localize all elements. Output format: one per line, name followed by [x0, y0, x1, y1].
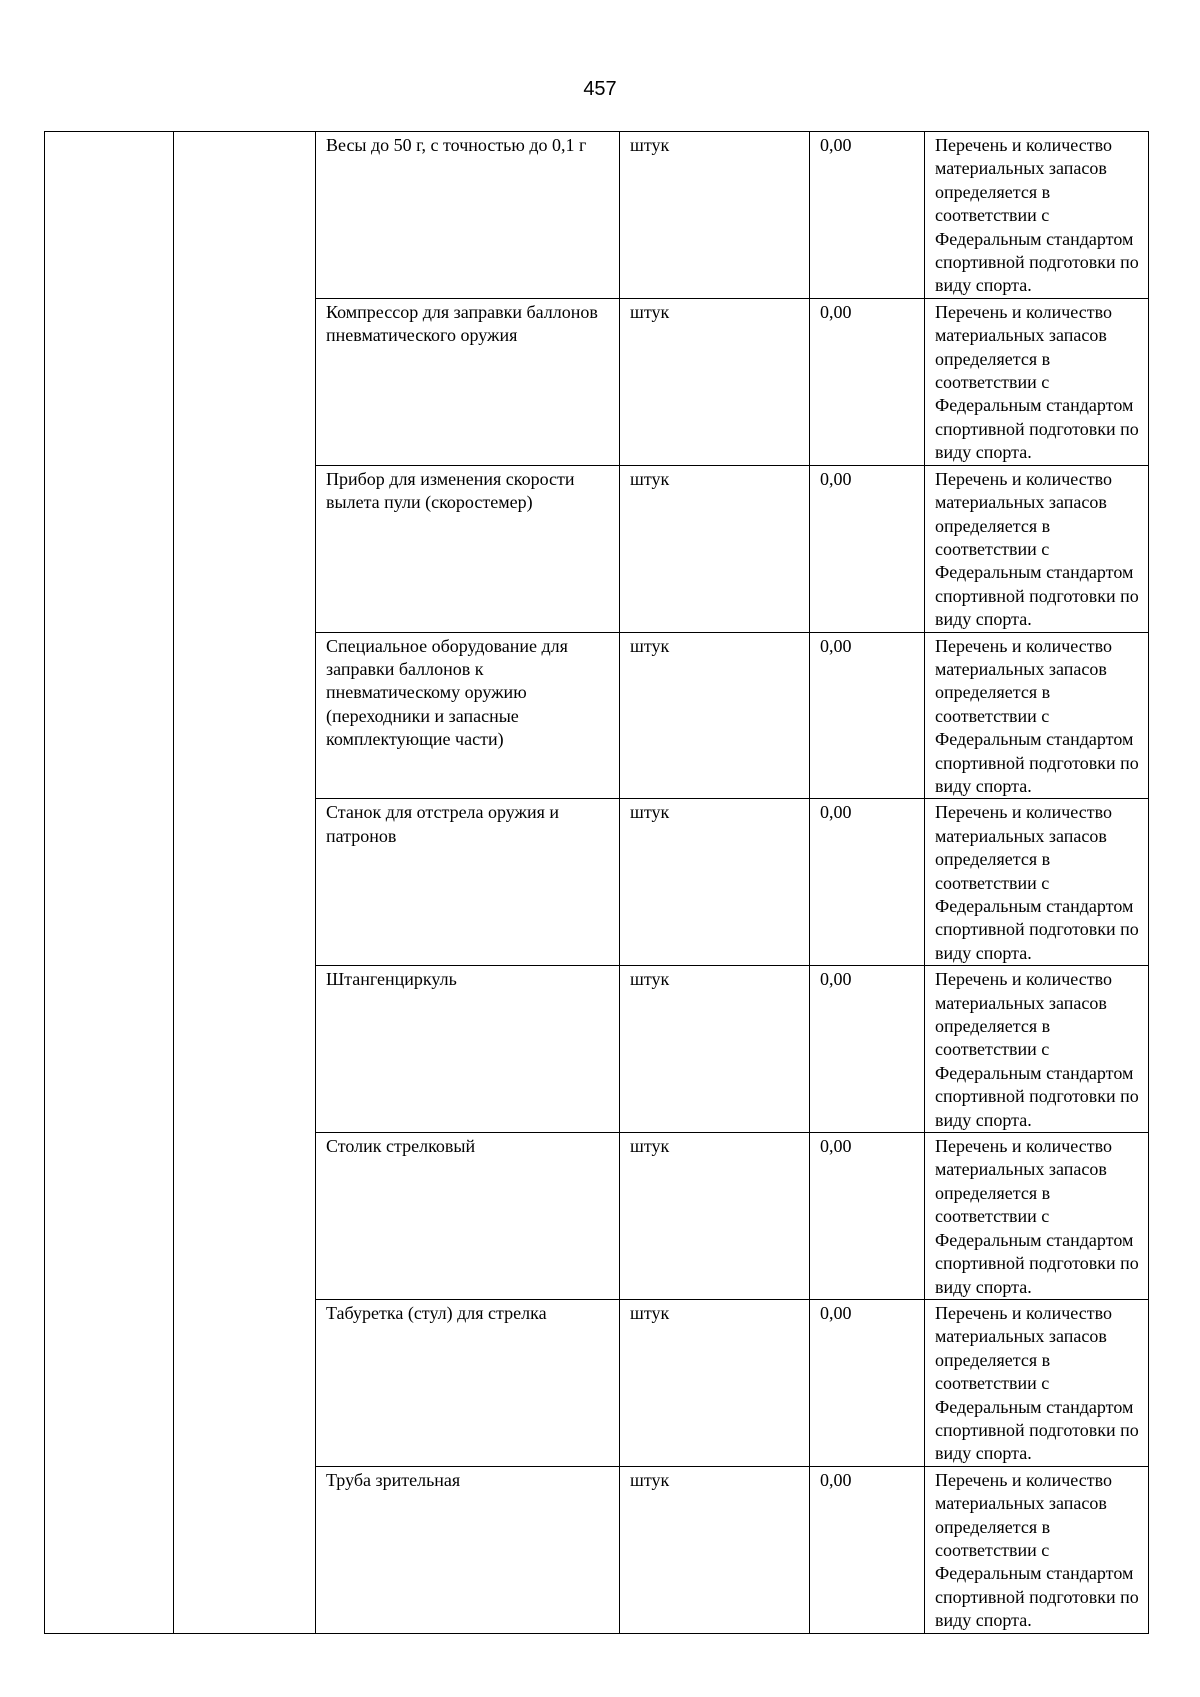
unit-cell: штук — [620, 465, 810, 632]
note-cell: Перечень и количество материальных запасов определяется в соответствии с Федеральным стандартом спортивной подготовки по виду спорта. — [925, 465, 1149, 632]
unit-cell: штук — [620, 1299, 810, 1466]
item-name-cell: Штангенциркуль — [316, 966, 620, 1133]
quantity-cell: 0,00 — [810, 132, 925, 299]
materials-table — [44, 131, 1149, 1634]
item-name-cell: Табуретка (стул) для стрелка — [316, 1299, 620, 1466]
quantity-cell: 0,00 — [810, 1466, 925, 1633]
unit-cell: штук — [620, 632, 810, 799]
table-row — [45, 132, 1149, 299]
item-name-cell: Прибор для изменения скорости вылета пули (скоростемер) — [316, 465, 620, 632]
merged-empty-cell-2 — [174, 132, 316, 1634]
quantity-cell: 0,00 — [810, 465, 925, 632]
note-cell: Перечень и количество материальных запасов определяется в соответствии с Федеральным стандартом спортивной подготовки по виду спорта. — [925, 966, 1149, 1133]
note-cell: Перечень и количество материальных запасов определяется в соответствии с Федеральным стандартом спортивной подготовки по виду спорта. — [925, 1299, 1149, 1466]
item-name-cell: Столик стрелковый — [316, 1133, 620, 1300]
note-cell: Перечень и количество материальных запасов определяется в соответствии с Федеральным стандартом спортивной подготовки по виду спорта. — [925, 1133, 1149, 1300]
quantity-cell: 0,00 — [810, 298, 925, 465]
item-name-cell: Труба зрительная — [316, 1466, 620, 1633]
note-cell: Перечень и количество материальных запасов определяется в соответствии с Федеральным стандартом спортивной подготовки по виду спорта. — [925, 298, 1149, 465]
quantity-cell: 0,00 — [810, 1299, 925, 1466]
quantity-cell: 0,00 — [810, 966, 925, 1133]
unit-cell: штук — [620, 1133, 810, 1300]
note-cell: Перечень и количество материальных запасов определяется в соответствии с Федеральным стандартом спортивной подготовки по виду спорта. — [925, 632, 1149, 799]
unit-cell: штук — [620, 1466, 810, 1633]
merged-empty-cell-1 — [45, 132, 174, 1634]
item-name-cell: Компрессор для заправки баллонов пневматического оружия — [316, 298, 620, 465]
item-name-cell: Весы до 50 г, с точностью до 0,1 г — [316, 132, 620, 299]
unit-cell: штук — [620, 799, 810, 966]
unit-cell: штук — [620, 298, 810, 465]
item-name-cell: Специальное оборудование для заправки баллонов к пневматическому оружию (переходники и запасные комплектующие части) — [316, 632, 620, 799]
page-number: 457 — [583, 78, 617, 100]
unit-cell: штук — [620, 132, 810, 299]
note-cell: Перечень и количество материальных запасов определяется в соответствии с Федеральным стандартом спортивной подготовки по виду спорта. — [925, 1466, 1149, 1633]
unit-cell: штук — [620, 966, 810, 1133]
quantity-cell: 0,00 — [810, 632, 925, 799]
quantity-cell: 0,00 — [810, 799, 925, 966]
note-cell: Перечень и количество материальных запасов определяется в соответствии с Федеральным стандартом спортивной подготовки по виду спорта. — [925, 799, 1149, 966]
note-cell: Перечень и количество материальных запасов определяется в соответствии с Федеральным стандартом спортивной подготовки по виду спорта. — [925, 132, 1149, 299]
item-name-cell: Станок для отстрела оружия и патронов — [316, 799, 620, 966]
quantity-cell: 0,00 — [810, 1133, 925, 1300]
